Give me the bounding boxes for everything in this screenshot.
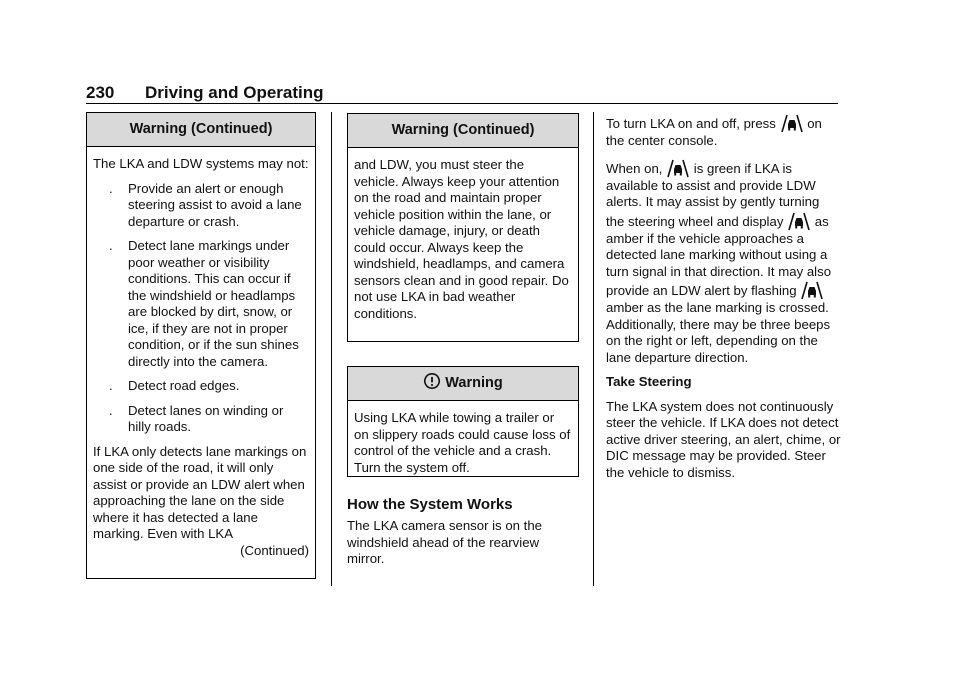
lka-status-text-d: amber as the lane marking is crossed. Additionally, there may be three beeps on the right or left, depending on the lane departure direction. (606, 300, 831, 365)
take-steering-body: The LKA system does not continuously steer the vehicle. If LKA does not detect active driver steering, an alert, chime, or DIC message may be provided. Steer the vehicle to dismiss. (606, 398, 841, 480)
bullet-marker: . (109, 238, 113, 253)
warning-body (348, 401, 578, 476)
warning-triangle-icon (423, 372, 441, 390)
lka-instructions (606, 113, 841, 489)
bullet-marker: . (109, 378, 113, 393)
take-steering-heading: Take Steering (606, 374, 692, 389)
warning-title: Warning (445, 375, 503, 391)
lane-keep-assist-icon (666, 158, 690, 178)
warning-text: Using LKA while towing a trailer or on slippery roads could cause loss of control of the vehicle and a crash. Turn the system off. (354, 410, 571, 475)
bullet-marker: . (109, 180, 113, 196)
page-title: Driving and Operating (145, 83, 324, 102)
warning-title-bar (348, 367, 578, 401)
list-item (93, 238, 309, 370)
warning-continued-box (86, 112, 316, 579)
warning-continued-box-2 (347, 113, 579, 342)
warning-box (347, 366, 579, 477)
bullet-text: Detect lanes on winding or hilly roads. (128, 402, 284, 434)
section-heading-how-it-works: How the System Works (347, 496, 513, 513)
warning-continued-text: and LDW, you must steer the vehicle. Always keep your attention on the road and maintain proper vehicle position within the lane, or vehicle damage, injury, or death could occur. Always keep the windshield, headlamps, and camera sensors clean and in good repair. Do not use LKA in bad weather conditions. (354, 157, 569, 321)
bullet-text: Detect road edges. (128, 378, 240, 393)
warning-closing: If LKA only detects lane markings on one side of the road, it will only assist or provide an LDW alert when approaching the lane on the side where it has detected a lane marking. Even with LKA (93, 443, 307, 541)
lka-status-paragraph (606, 158, 841, 367)
bullet-marker: . (109, 402, 113, 418)
warning-intro: The LKA and LDW systems may not: (93, 156, 309, 171)
warning-bullet-list (93, 181, 309, 436)
column-divider-right (593, 112, 594, 586)
lka-onoff-paragraph (606, 113, 841, 150)
lka-status-text-c: as amber if the vehicle approaches a detected lane marking without using a turn signal in that direction. It may also provide an LDW alert by flashing (606, 213, 832, 298)
list-item (93, 403, 309, 436)
page-number: 230 (86, 83, 115, 102)
column-divider-left (331, 112, 332, 586)
lane-keep-assist-icon (800, 280, 824, 300)
header-rule (86, 103, 838, 104)
how-it-works-body: The LKA camera sensor is on the windshield ahead of the rearview mirror. (347, 518, 542, 566)
list-item (93, 378, 309, 395)
lka-onoff-text-b: on the center console. (606, 116, 822, 148)
how-it-works-text (347, 518, 577, 576)
page-header (86, 83, 838, 105)
lka-onoff-text-a: To turn LKA on and off, press (606, 116, 776, 131)
warning-continued-title: Warning (Continued) (87, 113, 315, 147)
continued-label: (Continued) (240, 542, 309, 558)
lka-status-text-b: is green if LKA is available to assist and provide LDW alerts. It may assist by gently turning the steering wheel and display (606, 160, 820, 229)
lane-keep-assist-icon (780, 113, 804, 133)
bullet-text: Detect lane markings under poor weather or visibility conditions. This can occur if the windshield or headlamps are blocked by dirt, snow, or ice, if they are not in proper condition, or if the sun shines directly into the camera. (128, 238, 299, 369)
warning-continued-body (87, 147, 315, 559)
list-item (93, 181, 309, 231)
warning-continued-title-2: Warning (Continued) (348, 114, 578, 148)
warning-continued-body-2 (348, 148, 578, 322)
lka-status-text-a: When on, (606, 160, 663, 176)
lane-keep-assist-icon (787, 211, 811, 231)
bullet-text: Provide an alert or enough steering assist to avoid a lane departure or crash. (128, 180, 302, 229)
